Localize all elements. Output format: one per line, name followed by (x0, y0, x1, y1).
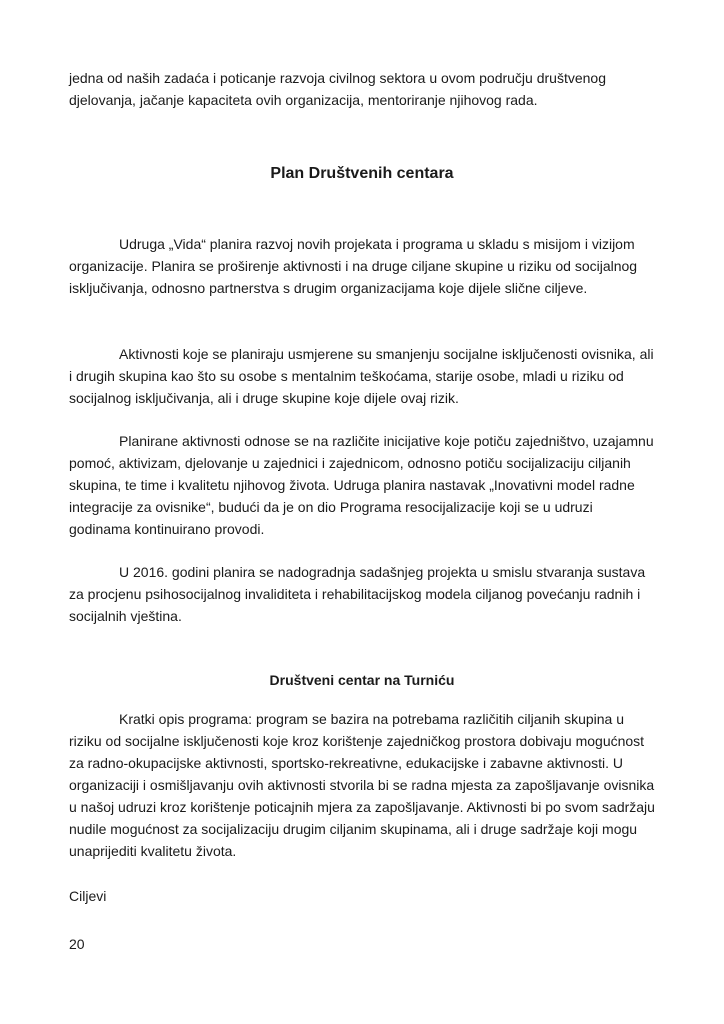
paragraph-turnic: Kratki opis programa: program se bazira na potrebama različitih ciljanih skupina u riziku od socijalne isključenosti koje kroz korištenje zajedničkog prostora dobivaju mogućnost za radno-okupacijske aktivnosti, sportsko-rekreativne, edukacijske i zabavne aktivnosti. U organizaciji i osmišljavanju ovih aktivnosti stvorila bi se radna mjesta za zapošljavanje ovisnika u našoj udruzi kroz korištenje poticajnih mjera za zapošljavanje. Aktivnosti bi po svom sadržaju nudile mogućnost za socijalizaciju drugim ciljanim skupinama, ali i druge sadržaje koji mogu unaprijediti kvalitetu života. (69, 711, 655, 859)
paragraph-plan-3: Planirane aktivnosti odnose se na različite inicijative koje potiču zajedništvo, uzajamnu pomoć, aktivizam, djelovanje u zajednici i zajednicom, odnosno potiču socijalizaciju ciljanih skupina, te time i kvalitetu njihovog života. Udruga planira nastavak „Inovativni model radne integracije za ovisnike“, budući da je on dio Programa resocijalizacije koji se u udruzi godinama kontinuirano provodi. (69, 433, 654, 537)
section-title-turnic: Društveni centar na Turniću (269, 672, 455, 688)
section-title-plan: Plan Društvenih centara (270, 165, 454, 182)
subheading-ciljevi: Ciljevi (69, 888, 107, 904)
intro-paragraph: jedna od naših zadaća i poticanje razvoja civilnog sektora u ovom području društvenog djelovanja, jačanje kapaciteta ovih organizacija, mentoriranje njihovog rada. (69, 70, 606, 108)
paragraph-plan-2: Aktivnosti koje se planiraju usmjerene su smanjenju socijalne isključenosti ovisnika, ali i drugih skupina kao što su osobe s mentalnim teškoćama, starije osobe, mladi u riziku od socijalnog isključivanja, ali i druge skupine koje dijele ovaj rizik. (69, 346, 654, 406)
paragraph-plan-4: U 2016. godini planira se nadogradnja sadašnjeg projekta u smislu stvaranja sustava za procjenu psihosocijalnog invaliditeta i rehabilitacijskog modela ciljanog povećanju radnih i socijalnih vještina. (69, 564, 646, 624)
page-number: 20 (69, 936, 85, 952)
paragraph-plan-1: Udruga „Vida“ planira razvoj novih projekata i programa u skladu s misijom i vizijom organizacije. Planira se proširenje aktivnosti i na druge ciljane skupine u riziku od socijalnog isključivanja, odnosno partnerstva s drugim organizacijama koje dijele slične ciljeve. (69, 236, 638, 296)
